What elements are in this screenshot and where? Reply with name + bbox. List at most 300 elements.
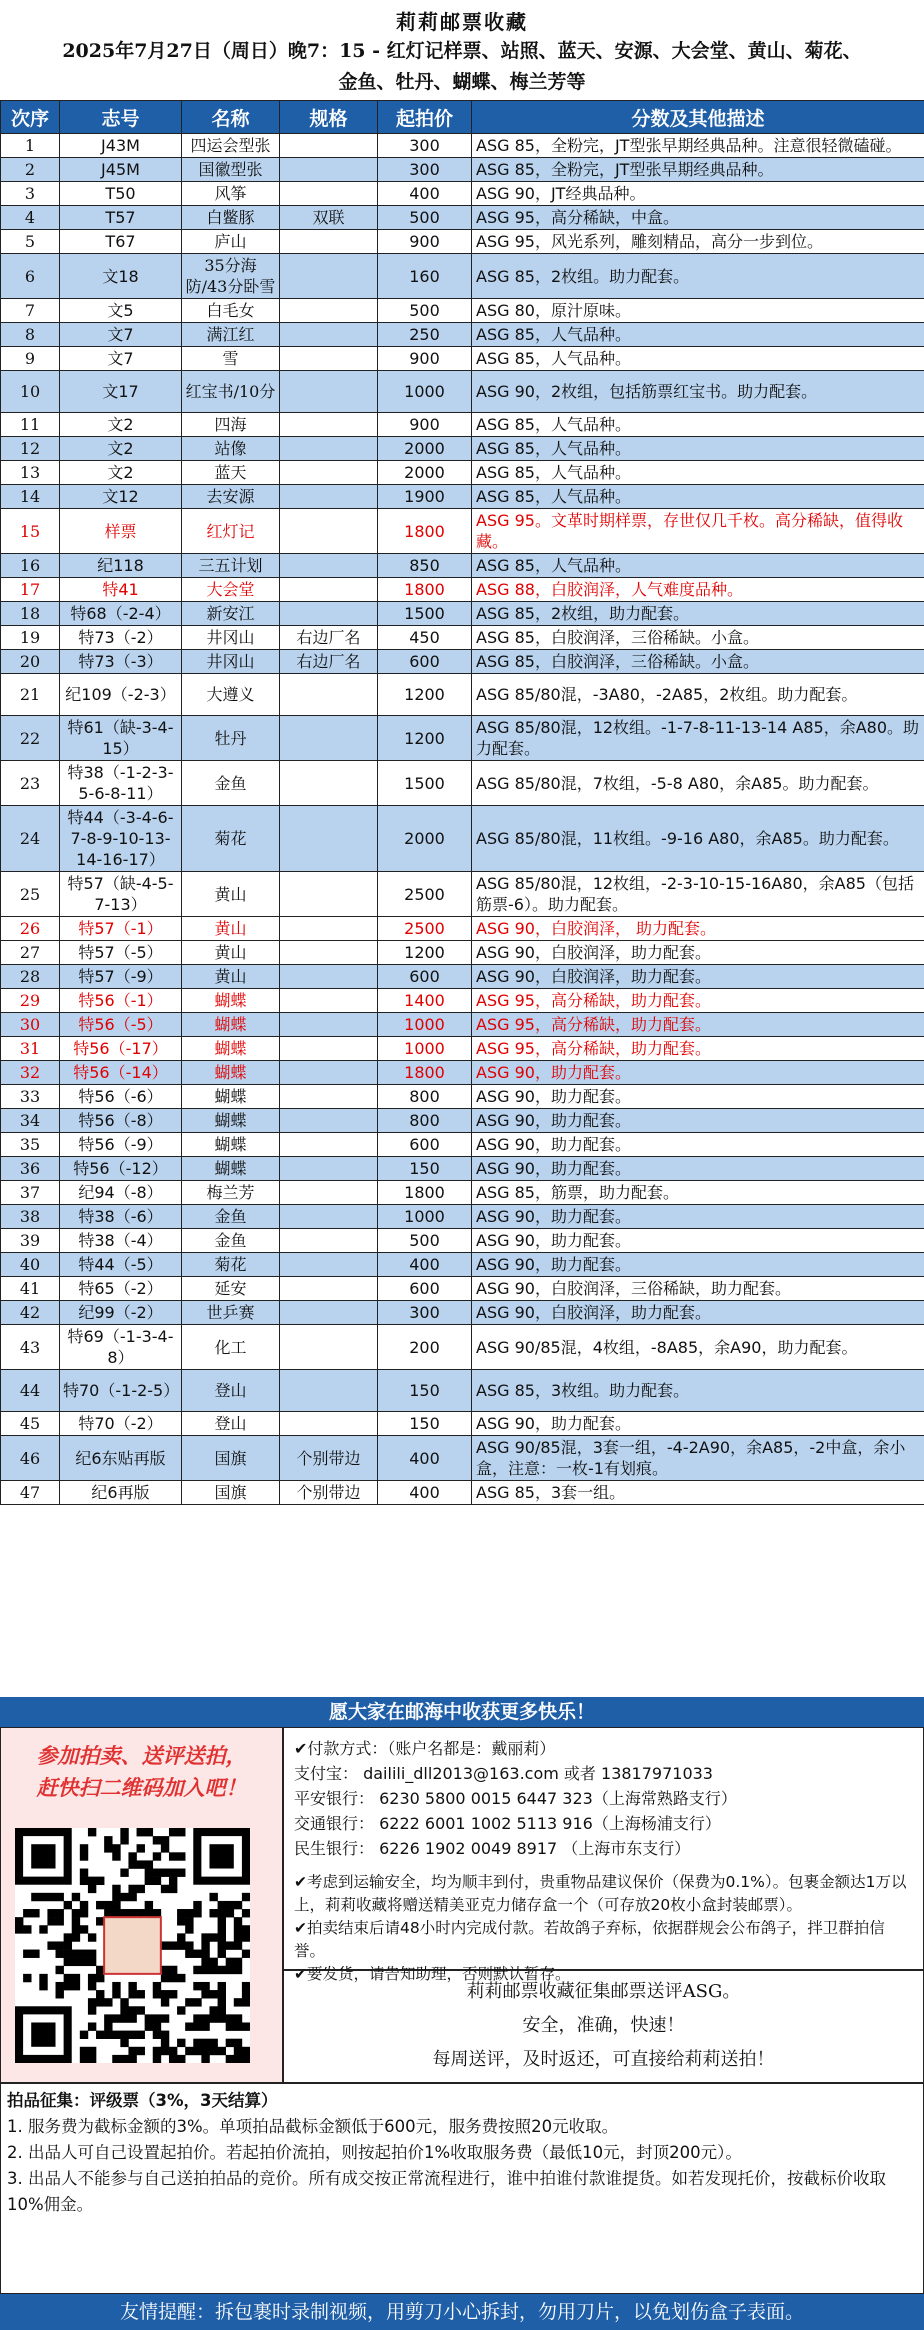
cell-price: 500 <box>378 206 472 230</box>
cell-price: 600 <box>378 965 472 989</box>
table-row <box>1 1412 924 1436</box>
cell-spec <box>280 134 378 158</box>
cell-price: 300 <box>378 158 472 182</box>
cell-desc: ASG 85，人气品种。 <box>472 485 924 509</box>
cell-desc: ASG 90，2枚组，包括筋票红宝书。助力配套。 <box>472 371 924 413</box>
cell-spec <box>280 299 378 323</box>
qr-code[interactable] <box>15 1828 250 2063</box>
cell-spec <box>280 578 378 602</box>
cell-price: 2000 <box>378 806 472 872</box>
cell-spec <box>280 1301 378 1325</box>
cell-desc: ASG 85/80混，12枚组。-1-7-8-11-13-14 A85，余A80。助力配套。 <box>472 716 924 761</box>
cell-spec <box>280 965 378 989</box>
cell-code: 纪99（-2） <box>60 1301 182 1325</box>
table-row <box>1 941 924 965</box>
cell-no: 1 <box>1 134 60 158</box>
cell-code: J43M <box>60 134 182 158</box>
cell-no: 16 <box>1 554 60 578</box>
cell-code: 纪94（-8） <box>60 1181 182 1205</box>
cell-no: 10 <box>1 371 60 413</box>
table-row <box>1 761 924 806</box>
cell-name: 大会堂 <box>182 578 280 602</box>
cell-code: 纪118 <box>60 554 182 578</box>
cell-desc: ASG 90，助力配套。 <box>472 1229 924 1253</box>
cell-price: 1000 <box>378 371 472 413</box>
cell-spec <box>280 371 378 413</box>
cell-price: 900 <box>378 347 472 371</box>
cell-spec <box>280 1205 378 1229</box>
table-row <box>1 323 924 347</box>
cell-name: 金鱼 <box>182 1205 280 1229</box>
cell-name: 菊花 <box>182 1253 280 1277</box>
table-row <box>1 1157 924 1181</box>
cell-name: 四运会型张 <box>182 134 280 158</box>
rules-heading: 拍品征集：评级票（3%，3天结算） <box>7 2091 278 2110</box>
cell-name: 蝴蝶 <box>182 1013 280 1037</box>
cell-price: 2500 <box>378 917 472 941</box>
cell-spec <box>280 1181 378 1205</box>
rule-1: 1. 服务费为截标金额的3%。单项拍品截标金额低于600元，服务费按照20元收取。 <box>7 2117 619 2136</box>
rule-2: 2. 出品人可自己设置起拍价。若起拍价流拍，则按起拍价1%收取服务费（最低10元，封顶200元）。 <box>7 2143 742 2162</box>
cell-no: 9 <box>1 347 60 371</box>
table-row <box>1 965 924 989</box>
cell-no: 32 <box>1 1061 60 1085</box>
auction-table <box>0 100 924 1505</box>
auction-table-body <box>1 134 924 1505</box>
cell-no: 7 <box>1 299 60 323</box>
cell-no: 22 <box>1 716 60 761</box>
col-header-no: 次序 <box>1 101 60 134</box>
cell-desc: ASG 90，助力配套。 <box>472 1133 924 1157</box>
cell-name: 满江红 <box>182 323 280 347</box>
cell-no: 42 <box>1 1301 60 1325</box>
cell-no: 17 <box>1 578 60 602</box>
table-row <box>1 1085 924 1109</box>
table-row <box>1 1181 924 1205</box>
table-row <box>1 674 924 716</box>
cell-price: 1800 <box>378 509 472 554</box>
cell-spec <box>280 230 378 254</box>
cell-code: 样票 <box>60 509 182 554</box>
cell-code: 文7 <box>60 323 182 347</box>
cell-spec <box>280 1157 378 1181</box>
cell-desc: ASG 85，2枚组，助力配套。 <box>472 602 924 626</box>
cell-code: 特38（-4） <box>60 1229 182 1253</box>
cell-price: 1800 <box>378 1061 472 1085</box>
cell-spec <box>280 1013 378 1037</box>
cell-spec <box>280 1037 378 1061</box>
cell-name: 世乒赛 <box>182 1301 280 1325</box>
cell-spec <box>280 461 378 485</box>
auction-subtitle-line1: 2025年7月27日（周日）晚7：15 - 红灯记样票、站照、蓝天、安源、大会堂、黄山、菊花、 <box>62 40 862 62</box>
cell-spec <box>280 716 378 761</box>
cell-code: 特44（-5） <box>60 1253 182 1277</box>
cell-no: 46 <box>1 1436 60 1481</box>
cell-name: 梅兰芳 <box>182 1181 280 1205</box>
cell-desc: ASG 90，助力配套。 <box>472 1061 924 1085</box>
cell-no: 13 <box>1 461 60 485</box>
table-row <box>1 1436 924 1481</box>
cell-spec <box>280 872 378 917</box>
table-row <box>1 872 924 917</box>
cell-price: 200 <box>378 1325 472 1370</box>
table-row <box>1 1325 924 1370</box>
cell-spec <box>280 1325 378 1370</box>
cell-no: 23 <box>1 761 60 806</box>
cell-name: 登山 <box>182 1370 280 1412</box>
cell-spec <box>280 437 378 461</box>
cell-name: 红宝书/10分 <box>182 371 280 413</box>
payment-deadline-note: ✔拍卖结束后请48小时内完成付款。若故鸽子弃标，依据群规会公布鸽子，拌卫群拍信誉。 <box>294 1919 885 1960</box>
cell-desc: ASG 90，助力配套。 <box>472 1253 924 1277</box>
cell-price: 1500 <box>378 761 472 806</box>
cell-name: 黄山 <box>182 872 280 917</box>
cell-price: 400 <box>378 182 472 206</box>
cell-name: 红灯记 <box>182 509 280 554</box>
table-row <box>1 461 924 485</box>
cell-code: 特70（-2） <box>60 1412 182 1436</box>
cell-desc: ASG 85/80混，11枚组。-9-16 A80，余A85。助力配套。 <box>472 806 924 872</box>
cell-code: 特57（-9） <box>60 965 182 989</box>
cell-no: 21 <box>1 674 60 716</box>
cell-code: 特61（缺-3-4-15） <box>60 716 182 761</box>
cell-code: T50 <box>60 182 182 206</box>
table-row <box>1 989 924 1013</box>
join-cta-line2: 赶快扫二维码加入吧！ <box>36 1775 247 1800</box>
cell-name: 风筝 <box>182 182 280 206</box>
cell-spec <box>280 602 378 626</box>
cell-code: 文5 <box>60 299 182 323</box>
cell-spec <box>280 509 378 554</box>
cell-no: 8 <box>1 323 60 347</box>
cell-desc: ASG 95，高分稀缺，助力配套。 <box>472 989 924 1013</box>
cell-name: 黄山 <box>182 965 280 989</box>
cell-code: 文2 <box>60 413 182 437</box>
table-row <box>1 1133 924 1157</box>
cell-desc: ASG 85/80混，12枚组，-2-3-10-15-16A80，余A85（包括筋票-6）。助力配套。 <box>472 872 924 917</box>
cell-no: 14 <box>1 485 60 509</box>
cell-name: 35分海防/43分卧雪 <box>182 254 280 299</box>
table-row <box>1 1061 924 1085</box>
cell-price: 600 <box>378 650 472 674</box>
cell-desc: ASG 85，人气品种。 <box>472 323 924 347</box>
cell-code: 特44（-3-4-6-7-8-9-10-13-14-16-17） <box>60 806 182 872</box>
cell-code: 文2 <box>60 437 182 461</box>
table-row <box>1 485 924 509</box>
cell-name: 去安源 <box>182 485 280 509</box>
cell-price: 400 <box>378 1253 472 1277</box>
cell-code: 文17 <box>60 371 182 413</box>
cell-code: 特57（-1） <box>60 917 182 941</box>
table-row <box>1 299 924 323</box>
page-header <box>0 0 924 100</box>
cell-desc: ASG 95，高分稀缺，中盒。 <box>472 206 924 230</box>
table-row <box>1 134 924 158</box>
cell-no: 47 <box>1 1481 60 1505</box>
cell-desc: ASG 95，高分稀缺，助力配套。 <box>472 1013 924 1037</box>
cell-name: 新安江 <box>182 602 280 626</box>
cell-code: 文2 <box>60 461 182 485</box>
cell-spec <box>280 554 378 578</box>
cell-name: 化工 <box>182 1325 280 1370</box>
cell-spec <box>280 1061 378 1085</box>
cell-no: 15 <box>1 509 60 554</box>
cell-name: 庐山 <box>182 230 280 254</box>
table-row <box>1 578 924 602</box>
cell-spec <box>280 1412 378 1436</box>
cell-spec: 个别带边 <box>280 1481 378 1505</box>
cell-no: 11 <box>1 413 60 437</box>
table-row <box>1 413 924 437</box>
table-row <box>1 1481 924 1505</box>
table-row <box>1 650 924 674</box>
col-header-price: 起拍价 <box>378 101 472 134</box>
cell-no: 31 <box>1 1037 60 1061</box>
cell-no: 5 <box>1 230 60 254</box>
cell-code: 文12 <box>60 485 182 509</box>
cell-no: 4 <box>1 206 60 230</box>
cell-price: 1400 <box>378 989 472 1013</box>
cell-desc: ASG 90，助力配套。 <box>472 1205 924 1229</box>
cell-desc: ASG 90，白胶润泽，助力配套。 <box>472 1301 924 1325</box>
cell-price: 2000 <box>378 461 472 485</box>
cell-name: 蓝天 <box>182 461 280 485</box>
cell-no: 33 <box>1 1085 60 1109</box>
cell-no: 39 <box>1 1229 60 1253</box>
cell-no: 24 <box>1 806 60 872</box>
cell-price: 1000 <box>378 1013 472 1037</box>
cell-no: 36 <box>1 1157 60 1181</box>
cell-spec <box>280 347 378 371</box>
cell-spec: 右边厂名 <box>280 650 378 674</box>
cell-desc: ASG 85，全粉完，JT型张早期经典品种。 <box>472 158 924 182</box>
cell-price: 1500 <box>378 602 472 626</box>
cell-name: 蝴蝶 <box>182 1109 280 1133</box>
cell-code: 特41 <box>60 578 182 602</box>
cell-desc: ASG 90，助力配套。 <box>472 1109 924 1133</box>
asg-line3: 每周送评，及时返还，可直接给莉莉送拍！ <box>432 2049 775 2070</box>
cell-desc: ASG 85，全粉完，JT型张早期经典品种。注意很轻微磕碰。 <box>472 134 924 158</box>
cell-desc: ASG 85，筋票，助力配套。 <box>472 1181 924 1205</box>
cell-price: 800 <box>378 1109 472 1133</box>
cell-price: 1200 <box>378 716 472 761</box>
cell-price: 600 <box>378 1277 472 1301</box>
cell-no: 44 <box>1 1370 60 1412</box>
table-row <box>1 1301 924 1325</box>
cell-no: 2 <box>1 158 60 182</box>
cell-no: 30 <box>1 1013 60 1037</box>
cell-name: 国旗 <box>182 1481 280 1505</box>
cell-code: 纪6东贴再版 <box>60 1436 182 1481</box>
cell-code: 特56（-6） <box>60 1085 182 1109</box>
table-row <box>1 806 924 872</box>
cell-price: 600 <box>378 1133 472 1157</box>
cell-price: 500 <box>378 1229 472 1253</box>
cell-price: 850 <box>378 554 472 578</box>
cell-spec <box>280 158 378 182</box>
cell-desc: ASG 90，白胶润泽，助力配套。 <box>472 965 924 989</box>
cell-desc: ASG 85，3枚组。助力配套。 <box>472 1370 924 1412</box>
cell-price: 450 <box>378 626 472 650</box>
cell-spec: 个别带边 <box>280 1436 378 1481</box>
cell-price: 1800 <box>378 1181 472 1205</box>
cell-price: 2500 <box>378 872 472 917</box>
cell-spec <box>280 917 378 941</box>
cell-no: 27 <box>1 941 60 965</box>
cell-price: 150 <box>378 1370 472 1412</box>
asg-service-box <box>283 1970 924 2083</box>
table-row <box>1 1253 924 1277</box>
cell-code: 文7 <box>60 347 182 371</box>
cell-no: 25 <box>1 872 60 917</box>
col-header-spec: 规格 <box>280 101 378 134</box>
cell-code: 特73（-3） <box>60 650 182 674</box>
table-row <box>1 509 924 554</box>
cell-no: 35 <box>1 1133 60 1157</box>
cell-code: 纪6再版 <box>60 1481 182 1505</box>
cell-desc: ASG 85，3套一组。 <box>472 1481 924 1505</box>
cell-price: 800 <box>378 1085 472 1109</box>
cell-price: 400 <box>378 1481 472 1505</box>
cell-spec: 双联 <box>280 206 378 230</box>
table-row <box>1 347 924 371</box>
cell-spec <box>280 413 378 437</box>
cell-code: 特56（-8） <box>60 1109 182 1133</box>
cell-spec <box>280 182 378 206</box>
pingan-account: 平安银行： 6230 5800 0015 6447 323（上海常熟路支行） <box>294 1789 737 1808</box>
cell-desc: ASG 90，白胶润泽，三俗稀缺，助力配套。 <box>472 1277 924 1301</box>
cell-code: T67 <box>60 230 182 254</box>
cell-desc: ASG 80，原汁原味。 <box>472 299 924 323</box>
cell-spec <box>280 1370 378 1412</box>
cell-no: 12 <box>1 437 60 461</box>
cell-no: 40 <box>1 1253 60 1277</box>
cell-spec <box>280 941 378 965</box>
col-header-code: 志号 <box>60 101 182 134</box>
table-row <box>1 1037 924 1061</box>
consignment-rules <box>0 2083 924 2294</box>
table-row <box>1 182 924 206</box>
cell-code: 特73（-2） <box>60 626 182 650</box>
cell-desc: ASG 85/80混，-3A80，-2A85，2枚组。助力配套。 <box>472 674 924 716</box>
cell-no: 45 <box>1 1412 60 1436</box>
cell-name: 井冈山 <box>182 626 280 650</box>
cell-name: 登山 <box>182 1412 280 1436</box>
cell-code: 特56（-17） <box>60 1037 182 1061</box>
cell-price: 1800 <box>378 578 472 602</box>
cell-name: 牡丹 <box>182 716 280 761</box>
cell-desc: ASG 85，2枚组。助力配套。 <box>472 254 924 299</box>
table-row <box>1 254 924 299</box>
cell-spec <box>280 1277 378 1301</box>
cell-name: 井冈山 <box>182 650 280 674</box>
cell-spec <box>280 1253 378 1277</box>
join-cta-line1: 参加拍卖、送评送拍， <box>36 1743 247 1768</box>
cell-desc: ASG 85/80混，7枚组，-5-8 A80，余A85。助力配套。 <box>472 761 924 806</box>
cell-code: 特57（缺-4-5-7-13） <box>60 872 182 917</box>
cell-desc: ASG 85，人气品种。 <box>472 347 924 371</box>
table-row <box>1 230 924 254</box>
cell-code: 特70（-1-2-5） <box>60 1370 182 1412</box>
asg-line1: 莉莉邮票收藏征集邮票送评ASG。 <box>466 1981 741 2002</box>
table-row <box>1 158 924 182</box>
wish-banner: 愿大家在邮海中收获更多快乐！ <box>0 1697 924 1727</box>
cell-no: 28 <box>1 965 60 989</box>
cell-name: 三五计划 <box>182 554 280 578</box>
cell-price: 300 <box>378 134 472 158</box>
cell-name: 延安 <box>182 1277 280 1301</box>
cell-desc: ASG 85，人气品种。 <box>472 554 924 578</box>
table-row <box>1 716 924 761</box>
cell-name: 金鱼 <box>182 761 280 806</box>
cell-no: 6 <box>1 254 60 299</box>
table-row <box>1 371 924 413</box>
cell-name: 白鳖豚 <box>182 206 280 230</box>
cell-price: 2000 <box>378 437 472 461</box>
cell-code: 特56（-5） <box>60 1013 182 1037</box>
shipping-note: ✔考虑到运输安全，均为顺丰到付，贵重物品建议保价（保费为0.1%）。包裹金额达1万以上，莉莉收藏将赠送精美亚克力储存盒一个（可存放20枚小盒封装邮票）。 <box>294 1873 907 1914</box>
cell-desc: ASG 85，人气品种。 <box>472 413 924 437</box>
cell-code: 特56（-9） <box>60 1133 182 1157</box>
cell-name: 国旗 <box>182 1436 280 1481</box>
cell-code: 特57（-5） <box>60 941 182 965</box>
cell-price: 1200 <box>378 674 472 716</box>
payment-info <box>283 1727 924 1983</box>
cell-code: 特68（-2-4） <box>60 602 182 626</box>
cell-name: 大遵义 <box>182 674 280 716</box>
cell-no: 19 <box>1 626 60 650</box>
cell-price: 150 <box>378 1412 472 1436</box>
cell-price: 1200 <box>378 941 472 965</box>
page-title: 莉莉邮票收藏 <box>396 10 528 34</box>
cell-price: 1900 <box>378 485 472 509</box>
cell-spec <box>280 254 378 299</box>
cell-spec <box>280 806 378 872</box>
cell-name: 金鱼 <box>182 1229 280 1253</box>
cell-price: 500 <box>378 299 472 323</box>
cell-desc: ASG 95，高分稀缺，助力配套。 <box>472 1037 924 1061</box>
cell-price: 300 <box>378 1301 472 1325</box>
cell-no: 41 <box>1 1277 60 1301</box>
cell-spec <box>280 323 378 347</box>
cell-code: 特56（-1） <box>60 989 182 1013</box>
payment-method: ✔付款方式：（账户名都是：戴丽莉） <box>294 1739 556 1758</box>
cell-price: 900 <box>378 413 472 437</box>
cell-desc: ASG 85，人气品种。 <box>472 461 924 485</box>
table-header-row <box>1 101 924 134</box>
cell-desc: ASG 90，助力配套。 <box>472 1085 924 1109</box>
cell-spec <box>280 761 378 806</box>
cell-desc: ASG 90，白胶润泽，助力配套。 <box>472 941 924 965</box>
cell-name: 四海 <box>182 413 280 437</box>
cell-desc: ASG 95，风光系列，雕刻精品，高分一步到位。 <box>472 230 924 254</box>
cell-price: 250 <box>378 323 472 347</box>
cell-name: 蝴蝶 <box>182 1085 280 1109</box>
cell-name: 菊花 <box>182 806 280 872</box>
cell-desc: ASG 95。文革时期样票，存世仅几千枚。高分稀缺，值得收藏。 <box>472 509 924 554</box>
cell-name: 蝴蝶 <box>182 1133 280 1157</box>
cell-spec: 右边厂名 <box>280 626 378 650</box>
cell-code: 特56（-14） <box>60 1061 182 1085</box>
alipay-account: 支付宝： dailili_dll2013@163.com 或者 13817971033 <box>294 1764 713 1783</box>
cell-code: 纪109（-2-3） <box>60 674 182 716</box>
cell-desc: ASG 90/85混，4枚组，-8A85，余A90，助力配套。 <box>472 1325 924 1370</box>
cell-price: 1000 <box>378 1037 472 1061</box>
col-header-desc: 分数及其他描述 <box>472 101 924 134</box>
table-row <box>1 626 924 650</box>
table-row <box>1 917 924 941</box>
cell-desc: ASG 90，助力配套。 <box>472 1157 924 1181</box>
